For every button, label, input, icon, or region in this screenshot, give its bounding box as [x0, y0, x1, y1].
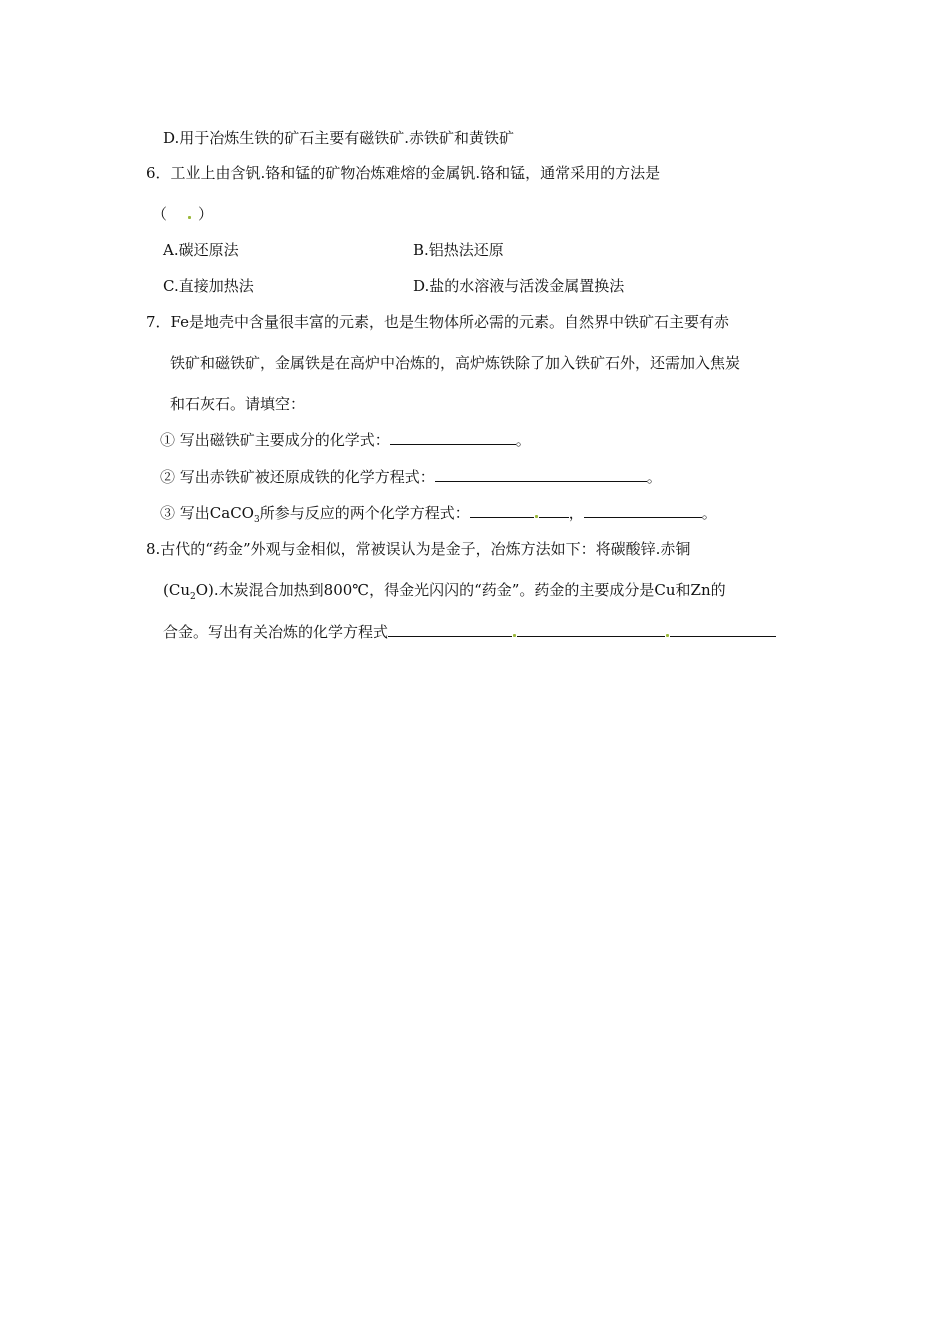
marker-dot: [513, 634, 516, 637]
answer-blank-1b[interactable]: [539, 503, 569, 518]
item-3-suffix: 所参与反应的两个化学方程式：: [259, 504, 470, 522]
paren-close: ）: [198, 205, 214, 223]
line-3-text: 合金。写出有关冶炼的化学方程式: [163, 623, 389, 641]
question-7-item-2: [160, 467, 662, 487]
paren-open: （: [152, 205, 168, 223]
answer-blank[interactable]: [390, 430, 516, 445]
question-7-item-3: [160, 503, 717, 523]
question-6-option-a: A.碳还原法: [163, 241, 239, 259]
line-2-prefix: (Cu: [163, 581, 190, 599]
answer-blank-2[interactable]: [517, 622, 665, 637]
answer-blank-1[interactable]: [388, 622, 512, 637]
question-8-stem-line-3: [163, 622, 776, 642]
question-6-option-b: B.铝热法还原: [413, 241, 504, 259]
question-8-stem-line-2: [163, 580, 726, 600]
item-3-subscript: 3: [253, 515, 260, 525]
item-1-period: 。: [515, 431, 531, 449]
question-7-stem-line-3: 和石灰石。请填空：: [170, 395, 306, 413]
marker-dot: [666, 634, 669, 637]
answer-blank-3[interactable]: [670, 622, 776, 637]
line-2-subscript: 2: [190, 592, 196, 602]
item-3-prefix: ③ 写出CaCO: [160, 504, 254, 522]
item-3-comma: ，: [568, 504, 584, 522]
question-6-option-c: C.直接加热法: [163, 277, 254, 295]
marker-dot: [188, 216, 191, 219]
answer-blank-2[interactable]: [584, 503, 702, 518]
question-6-option-d: D.盐的水溶液与活泼金属置换法: [413, 277, 625, 295]
item-3-period: 。: [701, 504, 717, 522]
answer-blank[interactable]: [435, 467, 647, 482]
item-1-text: ① 写出磁铁矿主要成分的化学式：: [160, 431, 390, 449]
question-5-option-d: D.用于冶炼生铁的矿石主要有磁铁矿.赤铁矿和黄铁矿: [163, 129, 515, 147]
marker-dot: [535, 515, 538, 518]
question-6-stem: 6．工业上由含钒.铬和锰的矿物冶炼难熔的金属钒.铬和锰，通常采用的方法是: [146, 164, 661, 182]
item-2-text: ② 写出赤铁矿被还原成铁的化学方程式：: [160, 468, 435, 486]
item-2-period: 。: [646, 468, 662, 486]
question-7-stem-line-2: 铁矿和磁铁矿，金属铁是在高炉中冶炼的，高炉炼铁除了加入铁矿石外，还需加入焦炭: [170, 354, 741, 372]
answer-blank-1a[interactable]: [470, 503, 534, 518]
question-8-stem-line-1: 8.古代的“药金”外观与金相似，常被误认为是金子，冶炼方法如下：将碳酸锌.赤铜: [146, 540, 691, 558]
question-7-item-1: [160, 430, 531, 450]
question-6-answer-paren: [152, 204, 213, 224]
line-2-suffix: O).木炭混合加热到800℃，得金光闪闪的“药金”。药金的主要成分是Cu和Zn的: [195, 581, 726, 599]
question-7-stem-line-1: 7．Fe是地壳中含量很丰富的元素，也是生物体所必需的元素。自然界中铁矿石主要有赤: [146, 313, 730, 331]
